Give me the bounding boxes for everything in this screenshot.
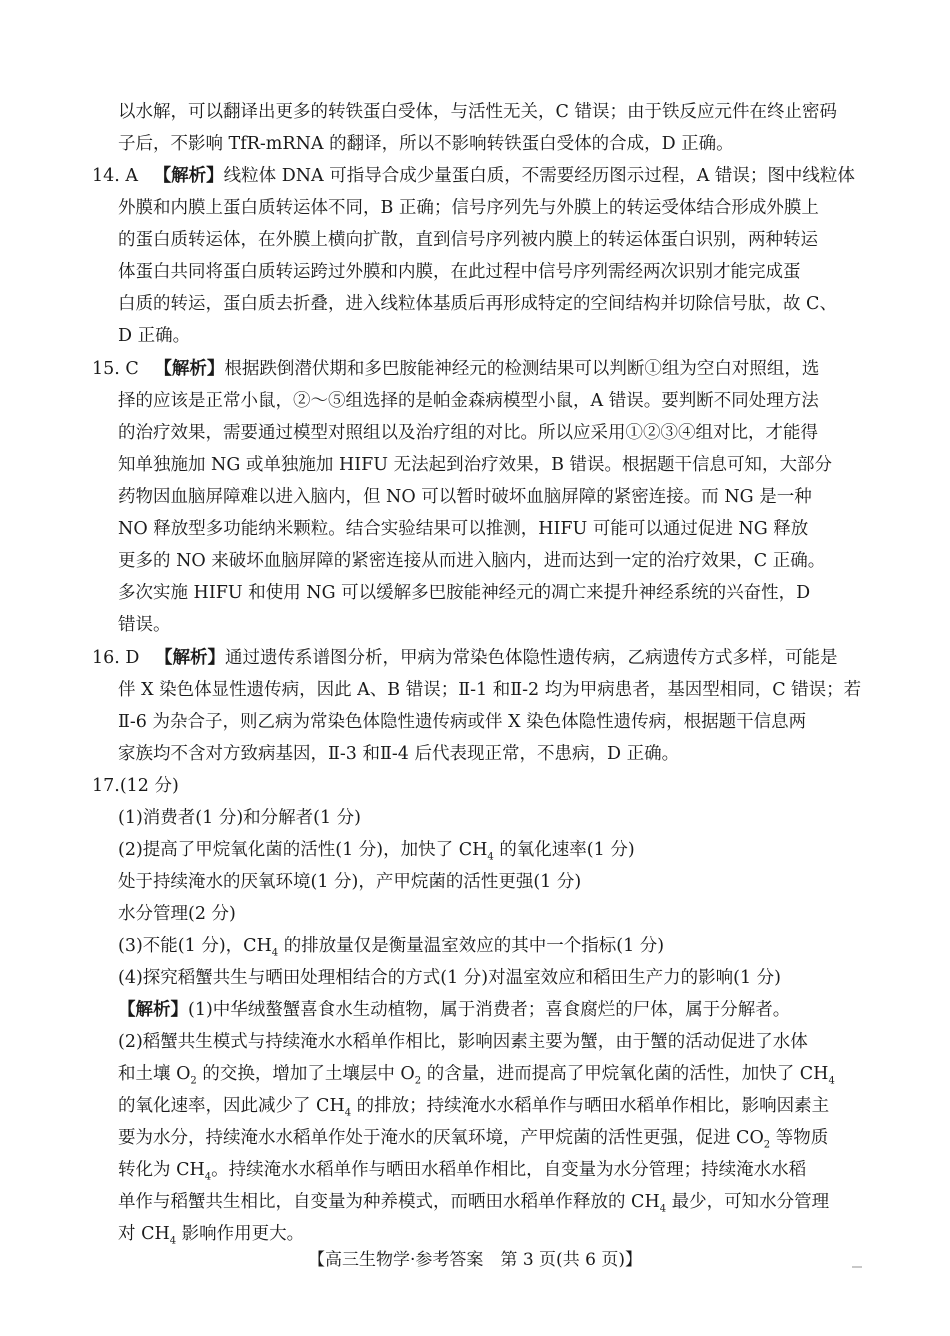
- subscript: 2: [414, 1075, 422, 1087]
- subscript: 2: [763, 1139, 771, 1151]
- analysis-tag: 【解析】: [153, 166, 224, 186]
- subscript: 4: [204, 1171, 212, 1183]
- text-segment: (2)提高了甲烷氧化菌的活性(1 分)，加快了 CH: [118, 840, 488, 860]
- text-line: 药物因血脑屏障难以进入脑内，但 NO 可以暂时破坏血脑屏障的紧密连接。而 NG 是一种: [118, 487, 812, 507]
- text-line: 家族均不含对方致病基因，Ⅱ-3 和Ⅱ-4 后代表现正常，不患病，D 正确。: [118, 744, 680, 764]
- text-line: 线粒体 DNA 可指导合成少量蛋白质，不需要经历图示过程，A 错误；图中线粒体: [223, 166, 855, 186]
- text-segment: 的排放量仅是衡量温室效应的其中一个指标(1 分): [283, 936, 665, 956]
- text-line: 子后，不影响 TfR-mRNA 的翻译，所以不影响转铁蛋白受体的合成，D 正确。: [118, 134, 734, 154]
- text-line: [118, 1162, 806, 1183]
- text-segment: 要为水分，持续淹水水稻单作处于淹水的厌氧环境，产甲烷菌的活性更强，促进 CO: [118, 1128, 764, 1148]
- text-line: 通过遗传系谱图分析，甲病为常染色体隐性遗传病，乙病遗传方式多样，可能是: [225, 648, 838, 668]
- text-line: [118, 1130, 828, 1151]
- text-line: 体蛋白共同将蛋白质转运跨过外膜和内膜，在此过程中信号序列需经两次识别才能完成蛋: [118, 262, 801, 282]
- text-segment: (3)不能(1 分)，CH: [118, 936, 272, 956]
- text-segment: 单作与稻蟹共生相比，自变量为种养模式，而晒田水稻单作释放的 CH: [118, 1192, 660, 1212]
- text-line: 处于持续淹水的厌氧环境(1 分)，产甲烷菌的活性更强(1 分): [118, 872, 582, 892]
- text-line: [118, 1194, 829, 1215]
- analysis-tag: 【解析】: [118, 1000, 188, 1020]
- answer-16: [92, 650, 838, 668]
- subscript: 2: [190, 1075, 197, 1087]
- text-line: [118, 1066, 835, 1087]
- text-line: 伴 X 染色体显性遗传病，因此 A、B 错误；Ⅱ-1 和Ⅱ-2 均为甲病患者，基因型相同，C 错误；若: [118, 680, 862, 700]
- subscript: 4: [487, 851, 494, 863]
- text-line: 外膜和内膜上蛋白质转运体不同，B 正确；信号序列先与外膜上的转运受体结合形成外膜上: [118, 198, 819, 218]
- text-segment: 的交换，增加了土壤层中 O: [196, 1064, 415, 1084]
- page-footer: 【高三生物学·参考答案 第 3 页(共 6 页)】: [308, 1250, 642, 1270]
- answer-17: [92, 778, 179, 796]
- text-segment: 等物质: [770, 1128, 829, 1148]
- text-line: 更多的 NO 来破坏血脑屏障的紧密连接从而进入脑内，进而达到一定的治疗效果，C 正确。: [118, 551, 826, 571]
- text-line: 的蛋白质转运体，在外膜上横向扩散，直到信号序列被内膜上的转运体蛋白识别，两种转运: [118, 230, 818, 250]
- analysis-tag: 【解析】: [155, 648, 226, 668]
- question-number: 16. D: [92, 648, 140, 668]
- text-line: Ⅱ-6 为杂合子，则乙病为常染色体隐性遗传病或伴 X 染色体隐性遗传病，根据题干信息两: [118, 712, 807, 732]
- subscript: 4: [828, 1075, 835, 1087]
- subscript: 4: [271, 947, 279, 959]
- text-segment: 和土壤 O: [118, 1064, 191, 1084]
- text-line: [118, 1002, 790, 1020]
- text-line: 错误。: [118, 615, 171, 635]
- score: (12 分): [119, 776, 179, 796]
- text-line: (4)探究稻蟹共生与晒田处理相结合的方式(1 分)对温室效应和稻田生产力的影响(1 分): [118, 968, 781, 988]
- text-segment: 。持续淹水水稻单作与晒田水稻单作相比，自变量为水分管理；持续淹水水稻: [211, 1160, 807, 1180]
- text-line: 水分管理(2 分): [118, 904, 236, 924]
- text-segment: 的氧化速率(1 分): [499, 840, 635, 860]
- text-segment: 转化为 CH: [118, 1160, 205, 1180]
- text-segment: 的氧化速率，因此减少了 CH: [118, 1096, 345, 1116]
- analysis-tag: 【解析】: [154, 359, 225, 379]
- text-line: 白质的转运，蛋白质去折叠，进入线粒体基质后再形成特定的空间结构并切除信号肽，故 C、: [118, 294, 837, 314]
- text-line: 择的应该是正常小鼠，②～⑤组选择的是帕金森病模型小鼠，A 错误。要判断不同处理方法: [118, 391, 819, 411]
- subscript: 4: [659, 1203, 667, 1215]
- text-line: 的治疗效果，需要通过模型对照组以及治疗组的对比。所以应采用①②③④组对比，才能得: [118, 423, 818, 443]
- text-line: (1)消费者(1 分)和分解者(1 分): [118, 808, 361, 828]
- text-line: 以水解，可以翻译出更多的转铁蛋白受体，与活性无关，C 错误；由于铁反应元件在终止密码: [118, 102, 837, 122]
- text-line: [118, 938, 664, 959]
- text-line: NO 释放型多功能纳米颗粒。结合实验结果可以推测，HIFU 可能可以通过促进 NG 释放: [118, 519, 809, 539]
- text-line: [118, 1098, 829, 1119]
- text-segment: 影响作用更大。: [176, 1224, 305, 1244]
- text-segment: (1)中华绒螯蟹喜食水生动植物，属于消费者；喜食腐烂的尸体，属于分解者。: [188, 1000, 791, 1020]
- text-line: [118, 842, 635, 863]
- question-number: 14. A: [92, 166, 139, 186]
- text-line: 多次实施 HIFU 和使用 NG 可以缓解多巴胺能神经元的凋亡来提升神经系统的兴奋性，D: [118, 583, 811, 603]
- text-segment: 的排放；持续淹水水稻单作与晒田水稻单作相比，影响因素主: [351, 1096, 830, 1116]
- text-segment: 的含量，进而提高了甲烷氧化菌的活性，加快了 CH: [421, 1064, 829, 1084]
- answer-15: [92, 361, 819, 379]
- text-line: (2)稻蟹共生模式与持续淹水水稻单作相比，影响因素主要为蟹，由于蟹的活动促进了水体: [118, 1032, 808, 1052]
- text-segment: 最少，可知水分管理: [666, 1192, 830, 1212]
- subscript: 4: [169, 1235, 177, 1247]
- text-segment: 对 CH: [118, 1224, 170, 1244]
- answer-14: [92, 168, 855, 186]
- text-line: 根据跌倒潜伏期和多巴胺能神经元的检测结果可以判断①组为空白对照组，选: [224, 359, 820, 379]
- text-line: 知单独施加 NG 或单独施加 HIFU 无法起到治疗效果，B 错误。根据题干信息可知，大部分: [118, 455, 833, 475]
- subscript: 4: [344, 1107, 352, 1119]
- text-line: D 正确。: [118, 326, 191, 346]
- text-line: [118, 1226, 304, 1247]
- question-number: 15. C: [92, 359, 139, 379]
- corner-mark: [852, 1266, 862, 1268]
- question-number: 17.: [92, 776, 120, 796]
